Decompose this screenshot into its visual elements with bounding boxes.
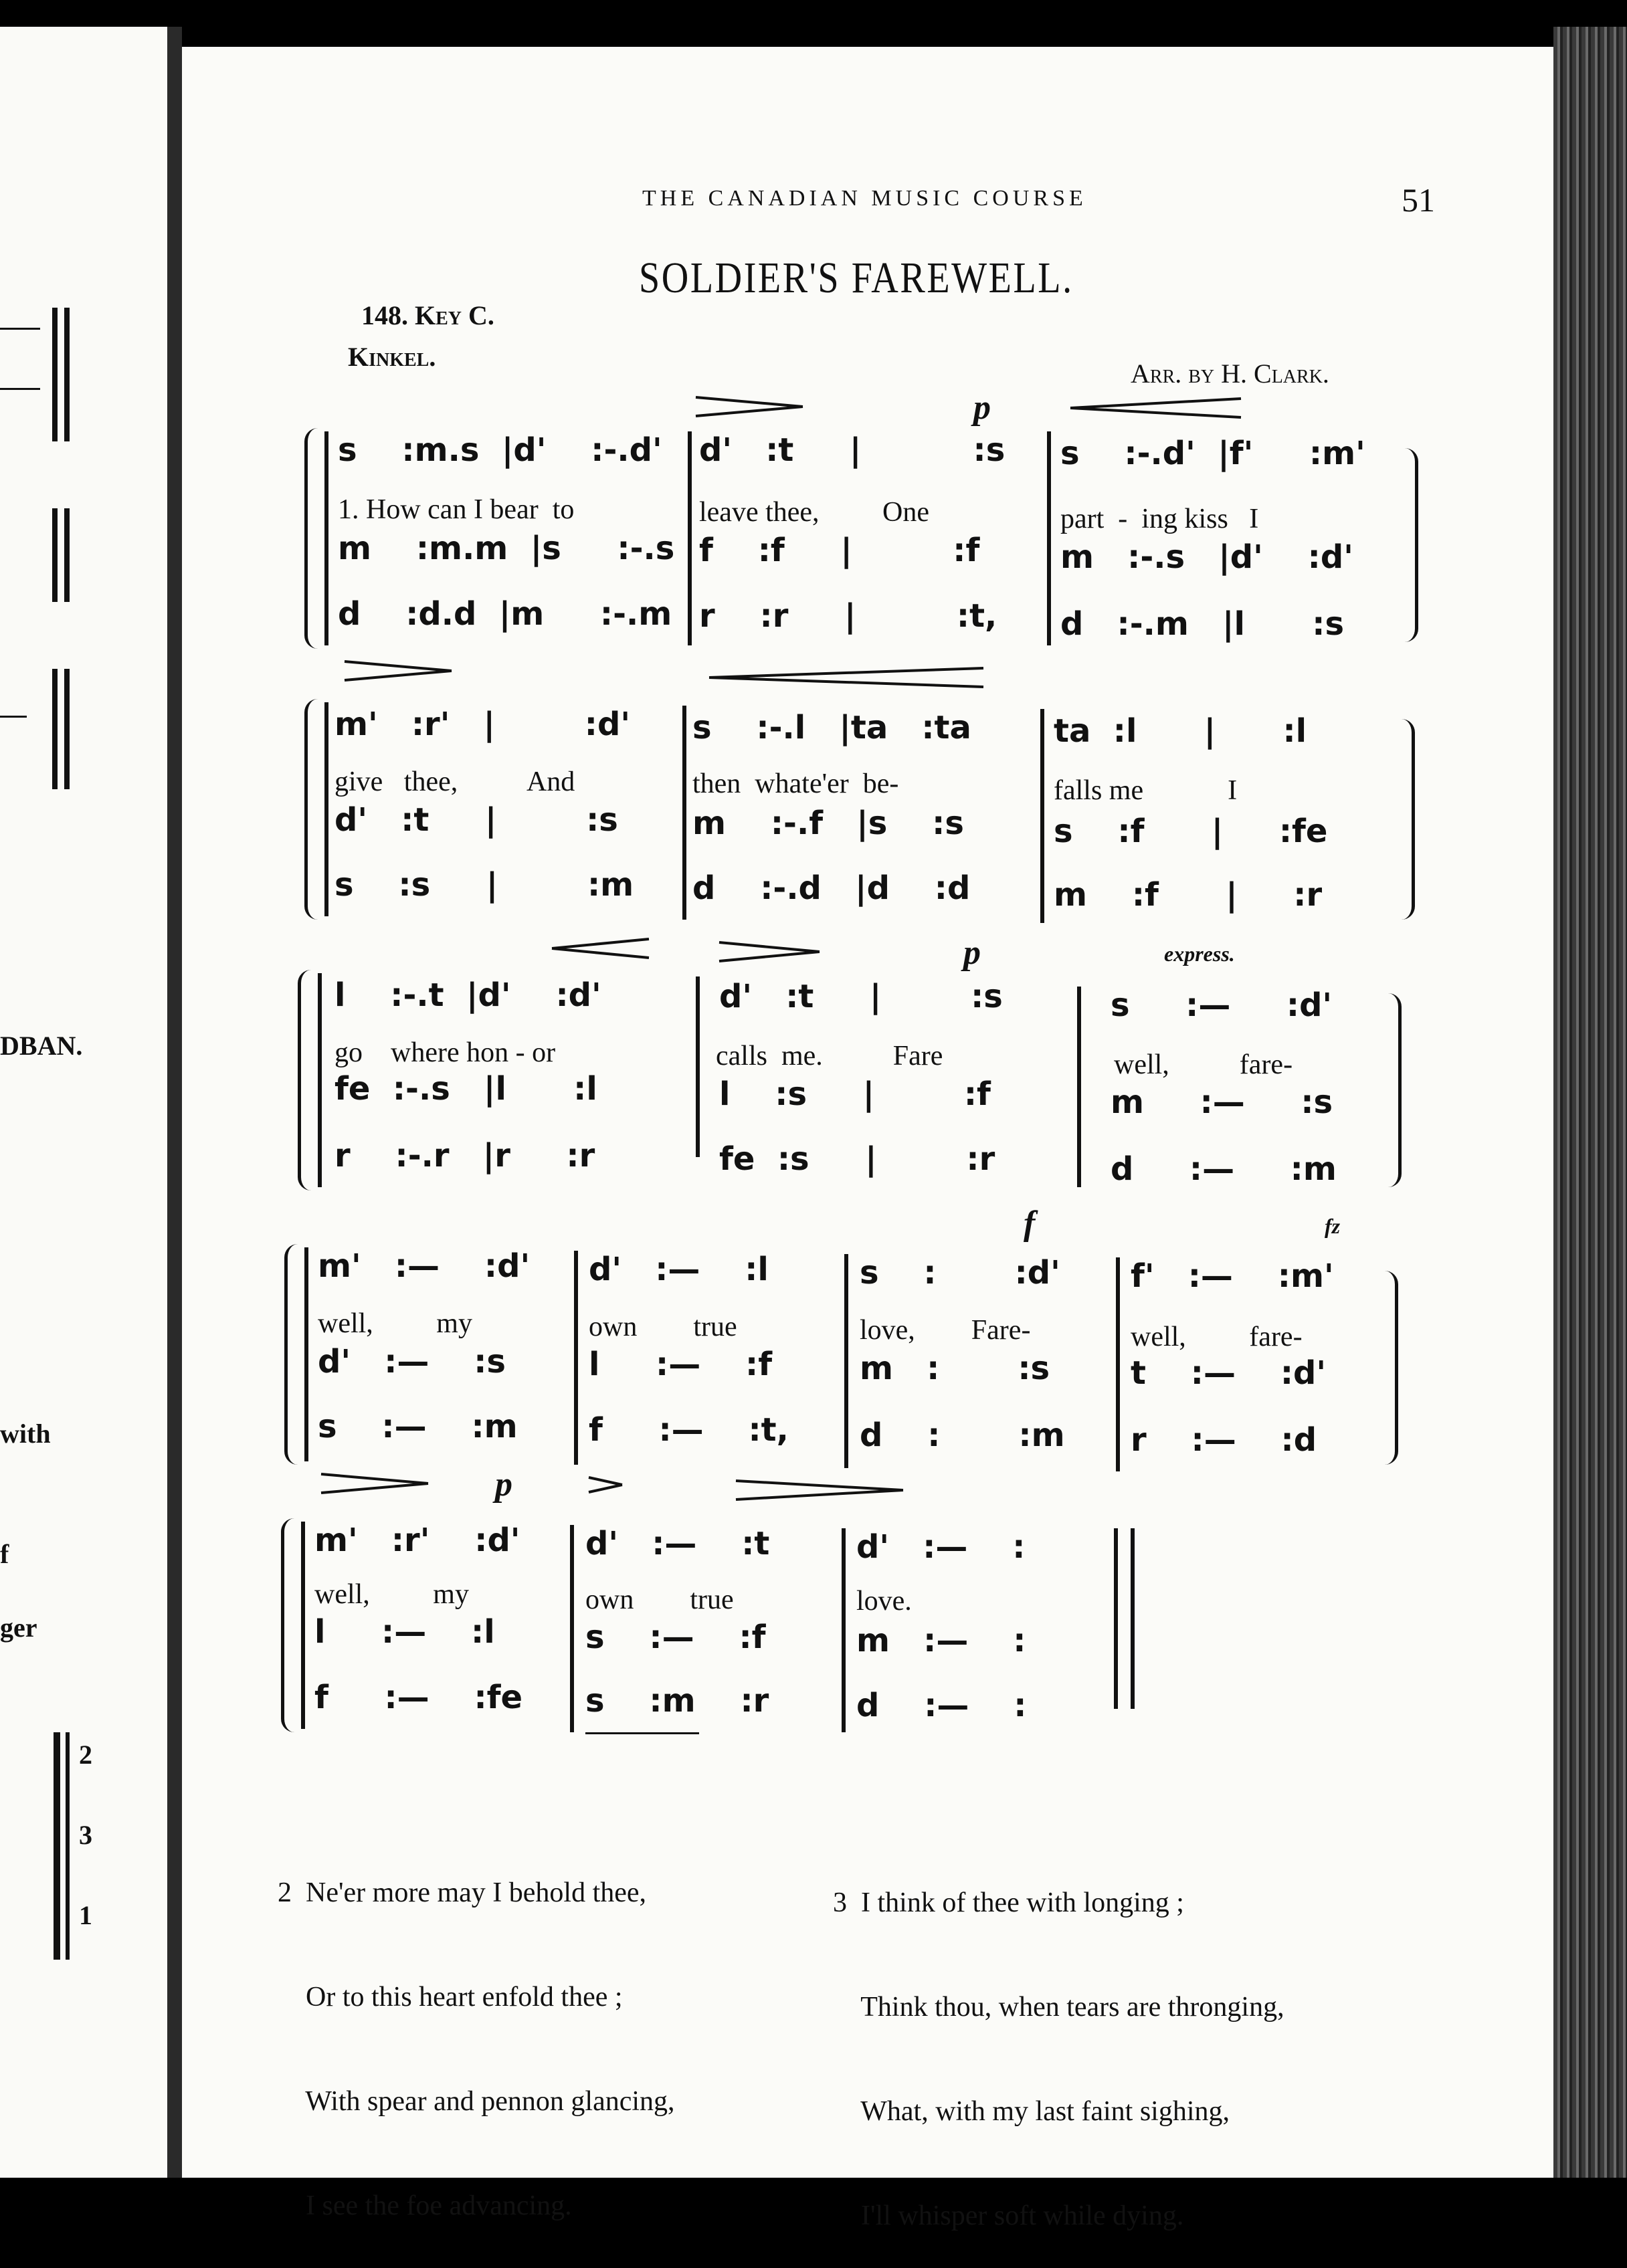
- barline: [324, 702, 328, 916]
- brace-right: [1375, 1271, 1398, 1465]
- barline: [324, 431, 328, 645]
- decrescendo-mark: [736, 1478, 910, 1505]
- soprano-measure: ta :l | :l: [1054, 712, 1307, 750]
- bass-measure: d : :m: [860, 1417, 1065, 1454]
- composer: Kinkel.: [348, 342, 436, 372]
- lyrics-line: part - ing kiss I: [1060, 504, 1259, 534]
- bass-measure: d :-.d |d :d: [692, 869, 971, 907]
- lyrics-line: falls me I: [1054, 775, 1238, 806]
- verse-line: With spear and pennon glancing,: [278, 2086, 675, 2117]
- arranger: Arr. by H. Clark.: [1131, 358, 1329, 389]
- alto-measure: f :f | :f: [699, 532, 980, 569]
- lyrics-line: calls me. Fare: [716, 1041, 943, 1071]
- barline: [318, 973, 322, 1187]
- alto-measure: l :s | :f: [719, 1075, 991, 1113]
- lyrics-line: own true: [585, 1584, 734, 1615]
- lyrics-line: love, Fare-: [860, 1315, 1031, 1346]
- left-double-bar: [64, 669, 70, 789]
- left-fragment-text: DBAN.: [0, 1031, 83, 1061]
- verse-line: Think thou, when tears are thronging,: [833, 1992, 1284, 2023]
- left-rule: [0, 328, 40, 330]
- soprano-measure: s :-.d' |f' :m': [1060, 435, 1365, 472]
- soprano-measure: l :-.t |d' :d': [334, 976, 601, 1014]
- barline: [1116, 1257, 1120, 1471]
- left-rule: [0, 716, 27, 718]
- bass-measure: f :— :fe: [314, 1679, 523, 1716]
- dynamic-piano: p: [495, 1465, 512, 1504]
- soprano-measure: m' :r' :d': [314, 1522, 520, 1559]
- soprano-measure: s : :d': [860, 1254, 1060, 1292]
- bass-measure: f :— :t,: [589, 1411, 789, 1449]
- left-fragment-text: ger: [0, 1613, 37, 1643]
- barline: [304, 1247, 308, 1461]
- left-double-bar: [52, 308, 58, 441]
- decrescendo-mark: [696, 395, 809, 421]
- lyrics-line: then whate'er be-: [692, 768, 899, 799]
- alto-measure: l :— :l: [314, 1613, 495, 1651]
- soprano-measure: d' :— :l: [589, 1251, 769, 1288]
- bass-measure: r :r | :t,: [699, 597, 997, 635]
- barline: [688, 431, 692, 645]
- bass-measure: r :— :d: [1131, 1421, 1317, 1459]
- soprano-measure: s :— :d': [1111, 987, 1333, 1024]
- final-double-bar: [1131, 1528, 1135, 1709]
- verse-line: Or to this heart enfold thee ;: [278, 1982, 623, 2013]
- tie-underline: [585, 1732, 699, 1734]
- bass-measure: m :f | :r: [1054, 876, 1323, 914]
- left-double-bar: [52, 669, 58, 789]
- left-fragment-number: 1: [79, 1900, 92, 1930]
- bass-measure: d :d.d |m :-.m: [338, 595, 672, 633]
- brace-right: [1392, 719, 1415, 920]
- song-number-key: 148. Key C.: [361, 300, 494, 330]
- left-fragment-text: with: [0, 1419, 51, 1449]
- barline: [842, 1528, 846, 1732]
- dynamic-piano: p: [973, 389, 991, 427]
- song-title: SOLDIER'S FAREWELL.: [639, 253, 1074, 302]
- bass-measure: fe :s | :r: [719, 1140, 995, 1178]
- running-title: THE CANADIAN MUSIC COURSE: [642, 186, 1087, 211]
- soprano-measure: s :m.s |d' :-.d': [338, 431, 662, 469]
- verse-line: I'll whisper soft while dying.: [833, 2200, 1184, 2231]
- verse-line: What, with my last faint sighing,: [833, 2096, 1230, 2127]
- decrescendo-mark: [345, 659, 458, 686]
- book-binding: [167, 27, 182, 2178]
- final-double-bar: [1114, 1528, 1118, 1709]
- lyrics-line: go where hon - or: [334, 1037, 556, 1068]
- barline: [844, 1254, 848, 1468]
- page-number: 51: [1402, 181, 1435, 219]
- lyrics-line: give thee, And: [334, 766, 575, 797]
- soprano-measure: d' :— :: [856, 1528, 1026, 1566]
- dynamic-forzando: fz: [1325, 1214, 1341, 1238]
- crescendo-mark: [552, 936, 652, 963]
- bass-measure: s :s | :m: [334, 866, 634, 904]
- left-double-bar: [64, 508, 70, 602]
- verse-2: [278, 1806, 675, 2258]
- alto-measure: m :m.m |s :-.s: [338, 530, 675, 567]
- verse-line: 3 I think of thee with longing ;: [833, 1887, 1184, 1918]
- lyrics-line: well, my: [318, 1308, 472, 1339]
- soprano-measure: m' :r' | :d': [334, 706, 631, 743]
- alto-measure: m :— :: [856, 1622, 1026, 1659]
- brace-right: [1378, 993, 1402, 1187]
- alto-measure: d' :— :s: [318, 1343, 506, 1380]
- left-final-bar: [66, 1732, 70, 1960]
- decrescendo-mark: [719, 940, 826, 966]
- bass-measure: r :-.r |r :r: [334, 1137, 595, 1174]
- alto-measure: m :-.f |s :s: [692, 805, 964, 842]
- alto-measure: d' :t | :s: [334, 801, 618, 839]
- alto-measure: m : :s: [860, 1350, 1050, 1387]
- soprano-measure: s :-.l |ta :ta: [692, 709, 971, 746]
- lyrics-line: well, fare-: [1131, 1322, 1303, 1352]
- bass-measure: d :— :: [856, 1687, 1027, 1724]
- alto-measure: s :— :f: [585, 1619, 766, 1656]
- dynamic-forte: f: [1024, 1205, 1036, 1243]
- lyrics-line: well, fare-: [1114, 1049, 1293, 1080]
- decrescendo-mark: [321, 1471, 435, 1498]
- verse-line: I see the foe advancing.: [278, 2190, 572, 2221]
- barline: [570, 1525, 574, 1732]
- alto-measure: m :-.s |d' :d': [1060, 538, 1353, 576]
- dynamic-express: express.: [1164, 942, 1235, 966]
- bass-measure: s :— :m: [318, 1408, 518, 1445]
- alto-measure: fe :-.s |l :l: [334, 1070, 597, 1108]
- lyrics-line: well, my: [314, 1579, 469, 1610]
- bass-measure: d :-.m |l :s: [1060, 605, 1345, 643]
- left-rule: [0, 388, 40, 390]
- left-final-bar: [54, 1732, 60, 1960]
- barline: [301, 1522, 305, 1729]
- left-page-fragment: [0, 27, 167, 2178]
- left-double-bar: [52, 508, 58, 602]
- crescendo-mark: [709, 665, 990, 692]
- soprano-measure: m' :— :d': [318, 1247, 531, 1285]
- alto-measure: s :f | :fe: [1054, 813, 1328, 850]
- bass-measure: d :— :m: [1111, 1150, 1337, 1188]
- bass-measure: s :m :r: [585, 1682, 769, 1720]
- lyrics-line: own true: [589, 1312, 737, 1342]
- dynamic-piano: p: [963, 934, 981, 972]
- soprano-measure: d' :— :t: [585, 1525, 770, 1562]
- barline: [1077, 987, 1081, 1187]
- left-fragment-text: f: [0, 1539, 9, 1569]
- alto-measure: t :— :d': [1131, 1354, 1327, 1392]
- soprano-measure: d' :t | :s: [719, 978, 1003, 1015]
- lyrics-line: leave thee, One: [699, 497, 930, 528]
- alto-measure: m :— :s: [1111, 1084, 1333, 1121]
- soprano-measure: f' :— :m': [1131, 1257, 1334, 1295]
- accent-mark: [589, 1475, 629, 1495]
- left-double-bar: [64, 308, 70, 441]
- barline: [574, 1251, 578, 1465]
- lyrics-line: love.: [856, 1586, 912, 1617]
- lyrics-line: 1. How can I bear to: [338, 494, 575, 525]
- brace-right: [1395, 448, 1418, 642]
- left-fragment-number: 3: [79, 1820, 92, 1850]
- soprano-measure: d' :t | :s: [699, 431, 1006, 469]
- barline: [1047, 431, 1051, 645]
- page-stack-edge: [1553, 27, 1627, 2178]
- crescendo-mark: [1070, 396, 1244, 423]
- verse-line: 2 Ne'er more may I behold thee,: [278, 1877, 647, 1908]
- alto-measure: l :— :f: [589, 1346, 773, 1383]
- barline: [1040, 709, 1044, 923]
- barline: [682, 706, 686, 920]
- left-fragment-number: 2: [79, 1740, 92, 1770]
- barline: [696, 976, 700, 1157]
- verse-3: [833, 1816, 1284, 2268]
